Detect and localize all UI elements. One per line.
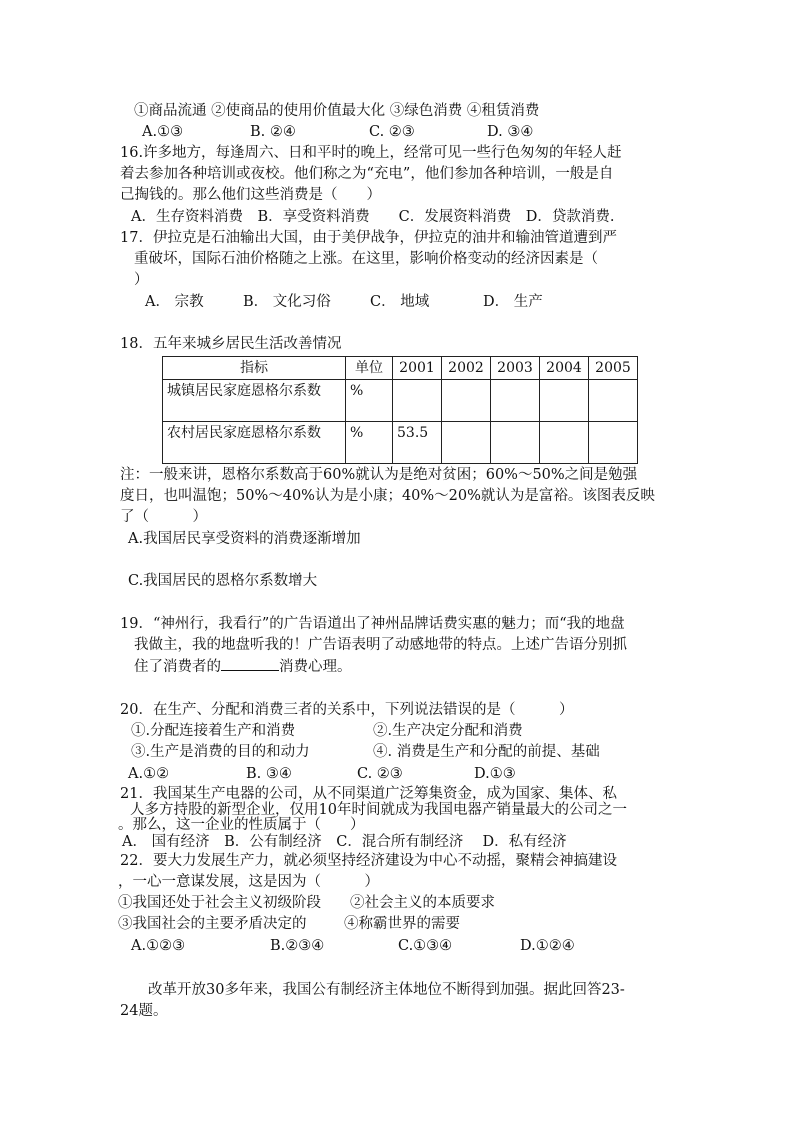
q20-item-1: ①.分配连接着生产和消费 — [131, 723, 296, 739]
table-row — [163, 380, 638, 422]
q15-option-d: D. ③④ — [487, 124, 534, 140]
q19-line-3-prefix: 住了消费者的 — [134, 659, 221, 675]
q22-option-b: B.②③④ — [270, 938, 325, 954]
passage-line-1: 改革开放30多年来，我国公有制经济主体地位不断得到加强。据此回答23- — [148, 982, 625, 998]
q20-option-c: C. ②③ — [357, 766, 403, 782]
q17-option-c: C． 地域 — [370, 294, 430, 310]
table-header-cell: 2004 — [540, 357, 589, 380]
q22-option-d: D.①②④ — [520, 938, 575, 954]
q21-line-1: 21．我国某生产电器的公司，从不同渠道广泛筹集资金，成为国家、集体、私 — [120, 786, 617, 802]
table-header-cell: 2002 — [442, 357, 491, 380]
q21-line-2: 人多方持股的新型企业，仅用10年时间就成为我国电器产销量最大的公司之一 — [130, 802, 627, 818]
q22-item-1: ①我国还处于社会主义初级阶段 — [118, 895, 321, 911]
q19-line-3-suffix: 消费心理。 — [279, 659, 352, 675]
table-header-cell: 2001 — [393, 357, 442, 380]
q18-title: 18．五年来城乡居民生活改善情况 — [120, 336, 342, 352]
table-header-cell: 2005 — [589, 357, 638, 380]
q15-option-c: C. ②③ — [369, 124, 415, 140]
q18-note-line-1: 注：一般来讲，恩格尔系数高于60%就认为是绝对贫困；60%～50%之间是勉强 — [120, 467, 638, 483]
q20-item-3: ③.生产是消费的目的和动力 — [131, 744, 310, 760]
q18-note-line-3: 了（ ） — [120, 509, 207, 525]
table-cell — [589, 422, 638, 464]
q16-line-1: 16.许多地方，每逢周六、日和平时的晚上，经常可见一些行色匆匆的年轻人赶 — [120, 145, 622, 161]
table-cell — [491, 422, 540, 464]
q17-option-a: A． 宗教 — [145, 294, 204, 310]
q17-line-1: 17．伊拉克是石油输出大国，由于美伊战争，伊拉克的油井和输油管道遭到严 — [120, 230, 617, 246]
table-cell — [393, 380, 442, 422]
q20-option-d: D.①③ — [474, 766, 516, 782]
q20-item-2: ②.生产决定分配和消费 — [373, 723, 523, 739]
table-cell-unit: % — [346, 422, 393, 464]
q15-option-a: A.①③ — [142, 124, 184, 140]
q16-options: A．生存资料消费 B．享受资料消费 C．发展资料消费 D．贷款消费. — [131, 209, 615, 225]
q20-option-b: B. ③④ — [246, 766, 292, 782]
q16-line-3: 己掏钱的。那么他们这些消费是（ ） — [120, 187, 381, 203]
passage-line-2: 24题。 — [120, 1003, 168, 1019]
table-cell — [540, 380, 589, 422]
q18-table — [162, 356, 638, 464]
q19-line-2: 我做主，我的地盘听我的！广告语表明了动感地带的特点。上述广告语分别抓 — [134, 637, 627, 653]
q15-items: ①商品流通 ②使商品的使用价值最大化 ③绿色消费 ④租赁消费 — [134, 103, 540, 119]
table-cell — [540, 422, 589, 464]
table-cell — [589, 380, 638, 422]
q15-option-b: B. ②④ — [250, 124, 296, 140]
q22-item-4: ④称霸世界的需要 — [344, 916, 460, 932]
answer-blank — [221, 656, 279, 671]
q22-item-2: ②社会主义的本质要求 — [350, 895, 495, 911]
table-header-cell: 单位 — [346, 357, 393, 380]
q18-option-a: A.我国居民享受资料的消费逐渐增加 — [128, 531, 361, 547]
table-cell-indicator: 农村居民家庭恩格尔系数 — [163, 422, 346, 464]
q19-line-3 — [134, 656, 352, 677]
q17-line-3: ） — [134, 272, 149, 288]
table-cell — [442, 380, 491, 422]
q18-option-c: C.我国居民的恩格尔系数增大 — [128, 573, 318, 589]
table-cell — [442, 422, 491, 464]
table-cell — [491, 380, 540, 422]
table-row — [163, 422, 638, 464]
q22-option-c: C.①③④ — [398, 938, 453, 954]
table-cell-unit: % — [346, 380, 393, 422]
q17-line-2: 重破坏，国际石油价格随之上涨。在这里，影响价格变动的经济因素是（ — [134, 251, 598, 267]
q21-options: A． 国有经济 B．公有制经济 C．混合所有制经济 D．私有经济 — [122, 834, 567, 850]
q20-stem: 20．在生产、分配和消费三者的关系中，下列说法错误的是（ ） — [120, 702, 574, 718]
q21-line-3: 。那么，这一企业的性质属于（ ） — [118, 817, 365, 833]
q22-option-a: A.①②③ — [131, 938, 186, 954]
q18-note-line-2: 度日，也叫温饱；50%～40%认为是小康；40%～20%就认为是富裕。该图表反映 — [120, 488, 655, 504]
q17-option-d: D． 生产 — [483, 294, 543, 310]
table-header-cell: 2003 — [491, 357, 540, 380]
table-header-row — [163, 357, 638, 380]
table-cell-indicator: 城镇居民家庭恩格尔系数 — [163, 380, 346, 422]
q20-option-a: A.①② — [128, 766, 170, 782]
q22-line-2: ，一心一意谋发展，这是因为（ ） — [118, 874, 379, 890]
table-cell: 53.5 — [393, 422, 442, 464]
q17-option-b: B． 文化习俗 — [243, 294, 331, 310]
q19-line-1: 19．“神州行，我看行”的广告语道出了神州品牌话费实惠的魅力；而“我的地盘 — [120, 616, 625, 632]
q20-item-4: ④. 消费是生产和分配的前提、基础 — [373, 744, 600, 760]
q16-line-2: 着去参加各种培训或夜校。他们称之为“充电”，他们参加各种培训，一般是自 — [120, 166, 614, 182]
q22-item-3: ③我国社会的主要矛盾决定的 — [118, 916, 307, 932]
q22-line-1: 22．要大力发展生产力，就必须坚持经济建设为中心不动摇，聚精会神搞建设 — [120, 853, 617, 869]
table-header-cell: 指标 — [163, 357, 346, 380]
